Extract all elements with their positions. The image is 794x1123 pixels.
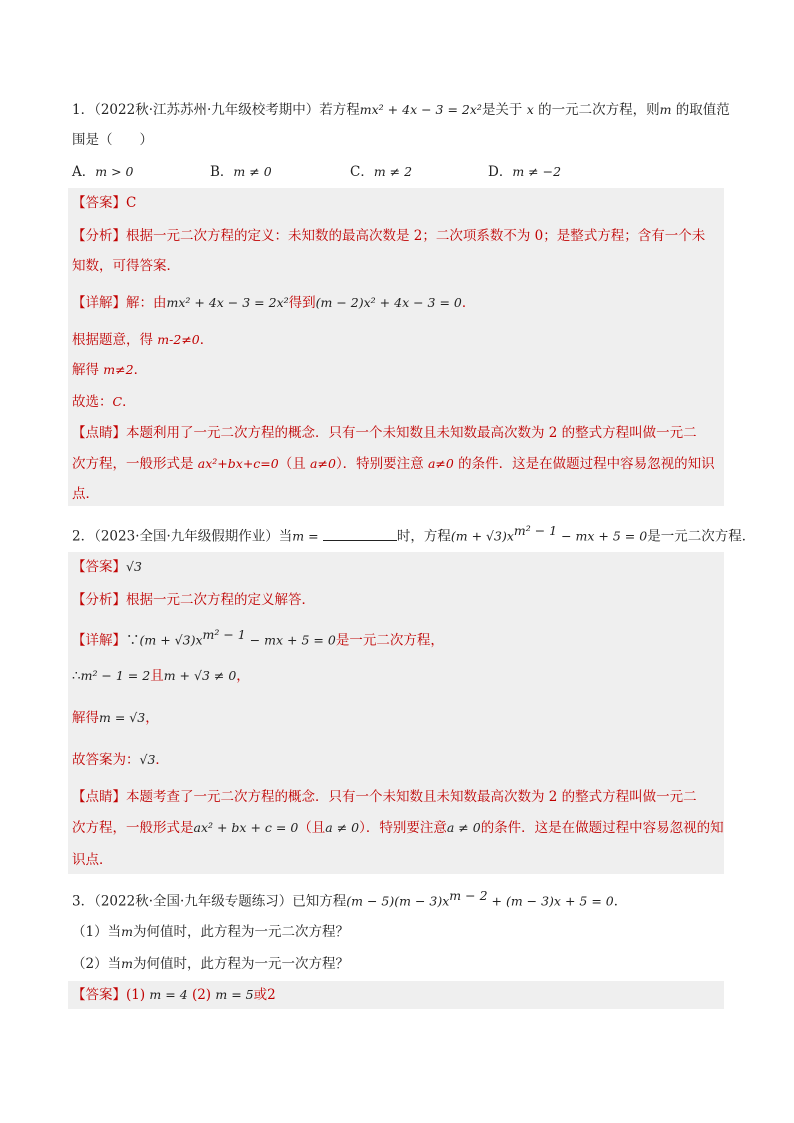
q2-detail-line3 [72,708,159,728]
q3-sub-text: （2）当 [72,956,122,972]
detail-equation: C [112,394,123,409]
q3-sub-text: 为何值时，此方程为一元一次方程？ [132,956,349,972]
q1-stem-line1 [72,100,730,120]
comment-tag: 【点睛】 [72,425,126,441]
answer-text: (1) [126,987,146,1003]
q2-stem-text: 2．（2023·全国·九年级假期作业）当 [72,528,293,545]
comment-text: 的条件．这是在做题过程中容易忽视的知识 [453,456,715,472]
q1-variable: m [659,102,672,117]
comment-text: 2 [548,789,558,805]
q1-comment-line1 [72,423,697,443]
option-expr: m ≠ 2 [373,164,413,179]
answer-tag: 【答案】 [72,559,126,575]
q2-detail-line1 [72,625,444,651]
detail-text: ， [145,710,159,726]
detail-text: 故答案为： [72,752,140,768]
detail-text: 得到 [288,295,316,311]
comment-equation: ax²+bx+c=0 [197,456,279,471]
q2-comment-line3: 识点． [72,852,113,868]
comment-text: 本题利用了一元二次方程的概念．只有一个未知数且未知数最高次数为 [126,425,549,441]
detail-text: ． [122,394,136,410]
q2-stem-text: 时，方程 [396,528,451,545]
detail-text: ∵ [126,632,140,649]
answer-value: C [126,195,137,211]
option-label: A． [72,164,96,180]
q3-sub1 [72,922,349,942]
comment-text: （且 [278,456,311,472]
comment-text: 本题考查了一元二次方程的概念．只有一个未知数且未知数最高次数为 [126,789,549,805]
analysis-text: 根据一元二次方程的定义解答． [126,592,315,608]
answer-text: 2 [267,987,276,1003]
q3-variable: m [121,956,133,971]
q2-detail-line2 [72,666,250,686]
q3-stem-text: 3．（2022秋·全国·九年级专题练习）已知方程 [72,893,347,910]
detail-equation: m² − 1 = 2 [80,668,151,683]
comment-text: （且 [298,820,326,836]
q3-equation: (m − 5)(m − 3)x [346,893,450,909]
detail-text: 解得 [72,362,104,378]
option-expr: m ≠ −2 [512,164,562,179]
detail-equation: m = √3 [99,710,146,725]
answer-tag: 【答案】 [72,195,126,211]
q2-equation: − mx + 5 = 0 [557,528,648,544]
detail-equation: − mx + 5 = 0 [245,632,336,648]
comment-text: 的整式方程叫做一元二 [557,789,697,805]
comment-text: ）．特别要注意 [335,456,428,472]
analysis-tag: 【分析】 [72,592,126,608]
q1-equation: mx² + 4x − 3 = 2x² [359,102,482,117]
detail-equation: (m + √3)x [139,632,203,648]
detail-text: 是一元二次方程， [335,632,444,649]
answer-text: 或 [253,987,268,1003]
option-expr: m > 0 [95,164,134,179]
option-label: D． [488,164,513,180]
q1-comment-line2 [72,454,715,474]
detail-text: 解：由 [126,295,167,311]
comment-equation: a≠0 [427,456,454,471]
q1-detail-line4 [72,392,136,412]
q2-analysis [72,590,315,610]
answer-equation: m = 5 [215,987,254,1002]
q3-sub-text: （1）当 [72,924,122,940]
comment-equation: a ≠ 0 [446,820,481,835]
q3-sub2 [72,954,349,974]
detail-exponent: m² − 1 [202,627,246,642]
comment-equation: a ≠ 0 [325,820,360,835]
detail-equation: m≠2 [103,362,134,377]
q1-stem-text: 的一元二次方程，则 [538,102,660,118]
detail-text: ∴ [72,668,81,684]
q2-variable: m = [292,528,319,544]
detail-text: 故选： [72,394,113,410]
detail-text: 根据题意，得 [72,332,158,348]
q1-detail-line1 [72,293,475,313]
comment-text: ）．特别要注意 [359,820,447,836]
q3-equation: + (m − 3)x + 5 = 0 [487,893,614,909]
q1-stem-line2: 围是（ ） [72,132,153,148]
option-expr: m ≠ 0 [233,164,272,179]
q1-detail-line2 [72,330,213,350]
comment-tag: 【点睛】 [72,789,126,805]
q3-answer [72,985,276,1005]
q2-comment-line2 [72,818,724,838]
q2-stem-text: 是一元二次方程． [647,528,756,545]
comment-text: 次方程，一般形式是 [72,456,198,472]
q1-variable: x [526,102,534,117]
comment-text: 的整式方程叫做一元二 [557,425,697,441]
detail-equation: m + √3 ≠ 0 [163,668,237,683]
option-label: C． [350,164,374,180]
q1-option-d [488,162,561,182]
q3-variable: m [121,924,133,939]
q2-answer-blank [323,526,397,541]
q1-answer [72,193,136,213]
comment-text: 的条件．这是在做题过程中容易忽视的知 [480,820,724,836]
q2-stem [72,521,755,547]
q1-stem-text: 是关于 [481,102,523,118]
q2-equation: (m + √3)x [450,528,514,544]
detail-text: ． [461,295,476,311]
comment-text: 2 [548,425,558,441]
q1-option-c [350,162,412,182]
detail-tag: 【详解】 [72,632,126,649]
detail-tag: 【详解】 [72,295,126,311]
q3-stem [72,886,627,912]
q2-answer [72,557,142,577]
detail-text: ． [199,332,214,348]
detail-equation: mx² + 4x − 3 = 2x² [166,295,289,310]
answer-equation: m = 4 [149,987,188,1002]
q1-stem-text: 的取值范 [675,102,730,118]
q1-option-b [210,162,272,182]
detail-text: ， [236,668,250,684]
q3-exponent: m − 2 [449,888,488,903]
detail-text: ． [155,752,169,768]
detail-equation: (m − 2)x² + 4x − 3 = 0 [315,295,462,310]
q1-detail-line3 [72,360,147,380]
answer-value: √3 [126,559,142,574]
q1-option-a [72,162,133,182]
q3-stem-text: ． [613,893,628,910]
q2-exponent: m² − 1 [513,523,558,538]
q1-analysis-line2: 知数，可得答案． [72,258,180,274]
comment-equation: ax² + bx + c = 0 [193,820,299,835]
comment-equation: a≠0 [310,456,336,471]
q1-comment-line3: 点． [72,486,99,502]
detail-equation: √3 [139,752,156,767]
q1-analysis [72,226,705,246]
comment-text: 次方程，一般形式是 [72,820,194,836]
q1-stem-text: 1．（2022秋·江苏苏州·九年级校考期中）若方程 [72,102,360,118]
q2-detail-line4 [72,750,169,770]
detail-text: 解得 [72,710,99,726]
answer-text: (2) [191,987,212,1003]
detail-equation: m-2≠0 [157,332,200,347]
q3-sub-text: 为何值时，此方程为一元二次方程？ [132,924,349,940]
analysis-tag: 【分析】 [72,228,126,244]
detail-text: 且 [150,668,164,684]
option-label: B． [210,164,234,180]
analysis-text: 根据一元二次方程的定义：未知数的最高次数是 2；二次项系数不为 0；是整式方程；含有一个未 [126,228,706,244]
answer-tag: 【答案】 [72,987,126,1003]
detail-text: ． [133,362,148,378]
q2-comment-line1 [72,787,697,807]
